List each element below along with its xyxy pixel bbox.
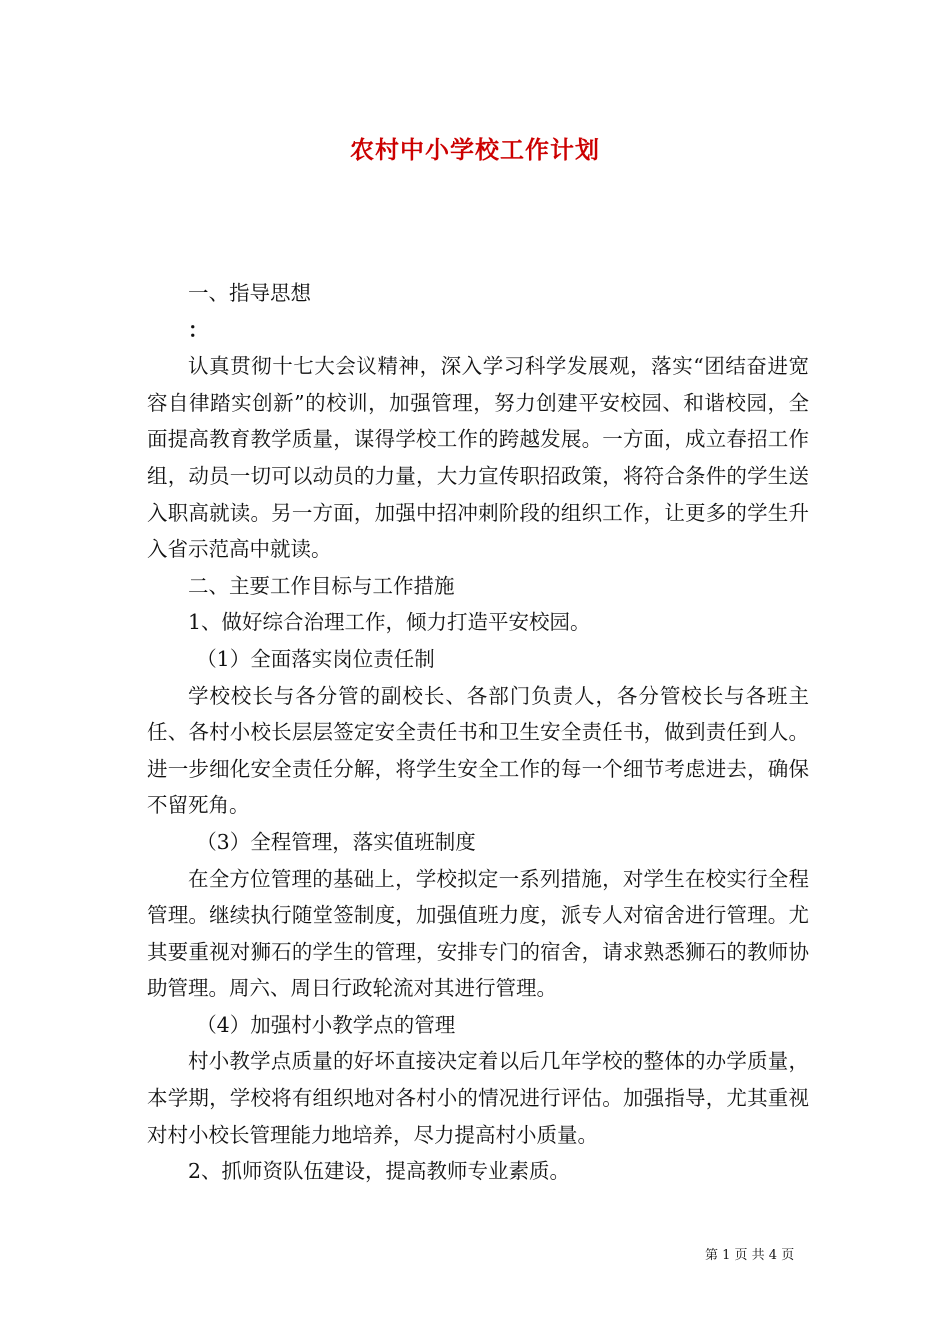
section-heading-2: 二、主要工作目标与工作措施 xyxy=(188,573,455,598)
item-heading-1: 1、做好综合治理工作，倾力打造平安校园。 xyxy=(188,610,591,635)
paragraph-village-schools: 村小教学点质量的好坏直接决定着以后几年学校的整体的办学质量，本学期，学校将有组织地对各村小的情况进行评估。加强指导，尤其重视对村小校长管理能力地培养，尽力提高村小质量。 xyxy=(147,1049,809,1147)
section-heading-1: 一、指导思想 xyxy=(188,281,311,305)
paragraph-full-management: 在全方位管理的基础上，学校拟定一系列措施，对学生在校实行全程管理。继续执行随堂签制度，加强值班力度，派专人对宿舍进行管理。尤其要重视对狮石的学生的管理，安排专门的宿舍，请求熟悉狮石的教师协助管理。周六、周日行政轮流对其进行管理。 xyxy=(147,866,809,1001)
document-title: 农村中小学校工作计划 xyxy=(350,135,600,164)
subitem-heading-4: （4）加强村小教学点的管理 xyxy=(196,1012,456,1037)
item-heading-2: 2、抓师资队伍建设，提高教师专业素质。 xyxy=(188,1159,571,1184)
document-body xyxy=(147,275,809,1190)
colon-line: ： xyxy=(188,317,209,342)
page-number: 第 1 页 共 4 页 xyxy=(705,1248,795,1263)
paragraph-responsibility: 学校校长与各分管的副校长、各部门负责人，各分管校长与各班主任、各村小校长层层签定安全责任书和卫生安全责任书，做到责任到人。进一步细化安全责任分解，将学生安全工作的每一个细节考虑进去，确保不留死角。 xyxy=(147,683,809,818)
subitem-heading-3: （3）全程管理，落实值班制度 xyxy=(196,829,476,854)
subitem-heading-1: （1）全面落实岗位责任制 xyxy=(196,646,435,671)
paragraph-guiding-thought: 认真贯彻十七大会议精神，深入学习科学发展观，落实“团结奋进宽容自律踏实创新”的校训，加强管理，努力创建平安校园、和谐校园，全面提高教育教学质量，谋得学校工作的跨越发展。一方面，成立春招工作组，动员一切可以动员的力量，大力宣传职招政策，将符合条件的学生送入职高就读。另一方面，加强中招冲刺阶段的组织工作，让更多的学生升入省示范高中就读。 xyxy=(147,354,809,562)
